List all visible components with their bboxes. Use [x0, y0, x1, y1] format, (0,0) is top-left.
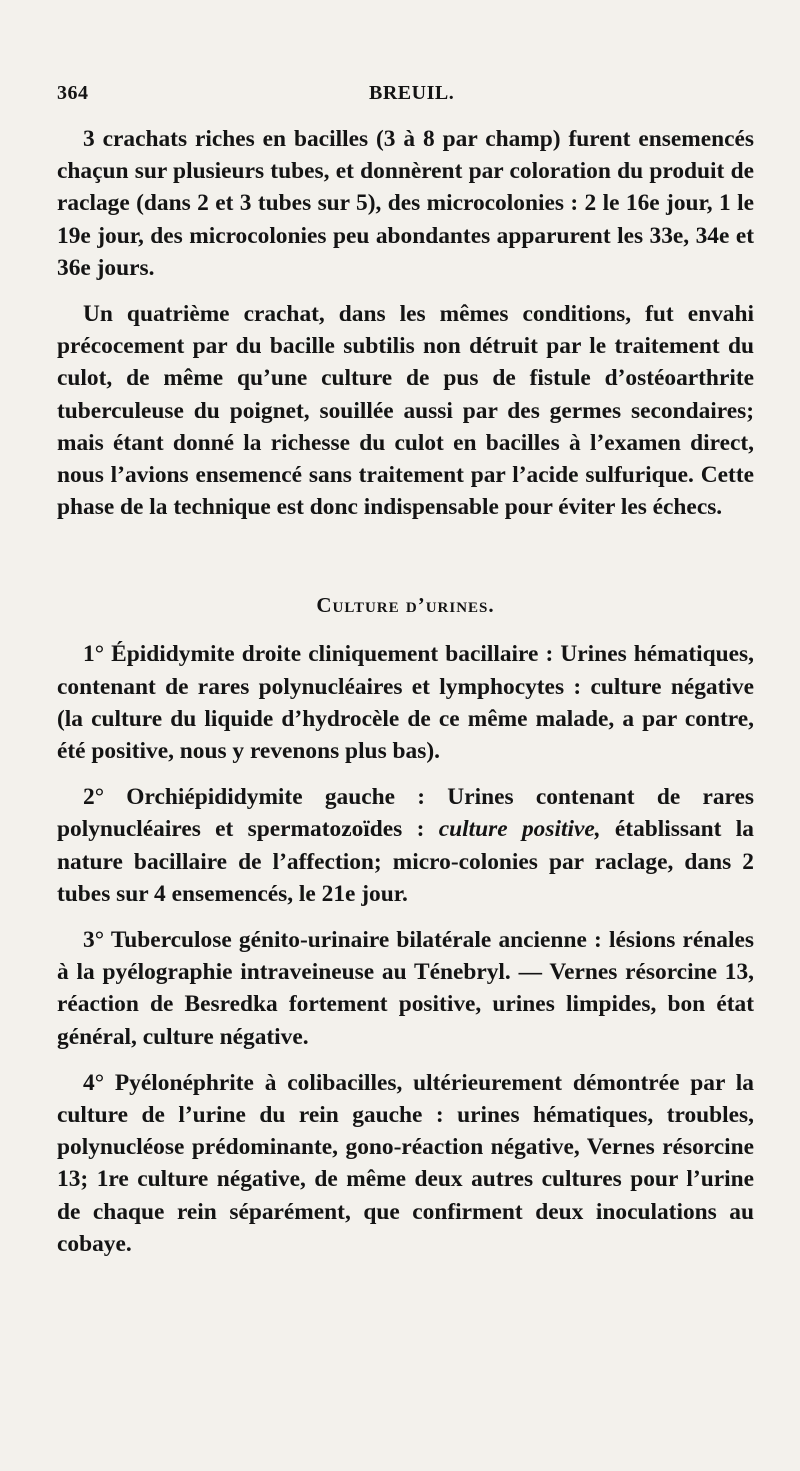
list-item-case-3: 3° Tuberculose génito-urinaire bilatérale ancienne : lésions rénales à la pyélographie intraveineuse au Ténebryl. — Vernes résorcine 13, réaction de Besredka fortement positive, urines limpides, bon état général, culture négative. [57, 927, 754, 1050]
list-item-case-4: 4° Pyélonéphrite à colibacilles, ultérieurement démontrée par la culture de l’urine du rein gauche : urines hématiques, troubles, polynucléose prédominante, gono-réaction négative, Vernes résorcine 13; 1re culture négative, de même deux autres cultures pour l’urine de chaque rein séparément, que confirment deux inoculations au cobaye. [57, 1069, 754, 1257]
case-2-italic-text: culture positive, [438, 816, 601, 843]
running-title: BREUIL. [369, 82, 455, 104]
case-2-text-before: 2° Orchiépididymite gauche : Urines contenant de rares polynucléaires et spermatozoïdes : [57, 784, 754, 843]
section-heading: Culture d’urines. [316, 593, 495, 618]
running-head [57, 82, 756, 112]
list-item-case-2 [57, 781, 754, 910]
paragraph-sputum-cultures: 3 crachats riches en bacilles (3 à 8 par champ) furent ensemencés chaçun sur plusieurs tubes, et donnèrent par coloration du produit de raclage (dans 2 et 3 tubes sur 5), des microcolonies : 2 le 16e jour, 1 le 19e jour, des microcolonies peu abondantes apparurent les 33e, 34e et 36e jours. [57, 126, 754, 281]
page-body [57, 123, 754, 1260]
paragraph-fourth-sputum: Un quatrième crachat, dans les mêmes conditions, fut envahi précocement par du bacille subtilis non détruit par le traitement du culot, de même qu’une culture de pus de fistule d’ostéoarthrite tuberculeuse du poignet, souillée aussi par des germes secondaires; mais étant donné la richesse du culot en bacilles à l’examen direct, nous l’avions ensemencé sans traitement par l’acide sulfurique. Cette phase de la technique est donc indispensable pour éviter les échecs. [57, 301, 754, 521]
case-2-text-after: établissant la nature bacillaire de l’affection; micro-colonies par raclage, dans 2 tubes sur 4 ensemencés, le 21e jour. [57, 816, 754, 907]
page-number: 364 [57, 82, 89, 104]
list-item-case-1: 1° Épididymite droite cliniquement bacillaire : Urines hématiques, contenant de rares polynucléaires et lymphocytes : culture négative (la culture du liquide d’hydrocèle de ce même malade, a par contre, été positive, nous y revenons plus bas). [57, 641, 754, 765]
